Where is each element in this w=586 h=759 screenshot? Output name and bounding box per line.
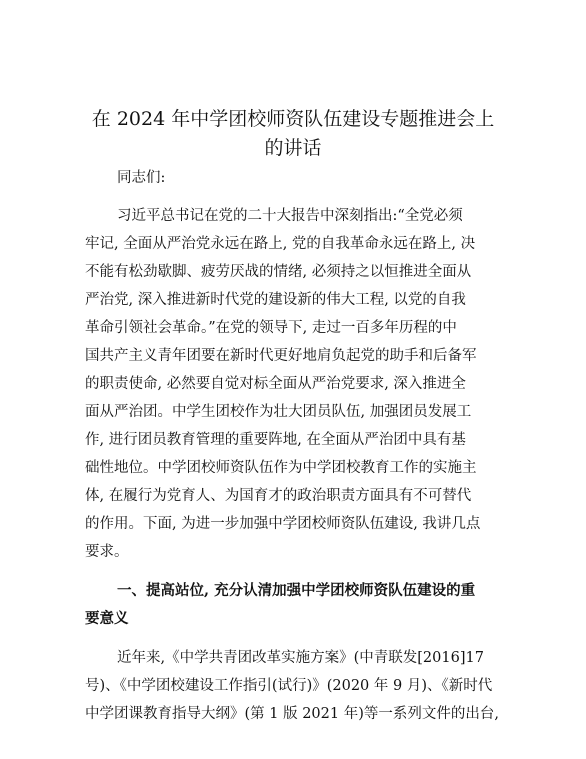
section-heading-line: 一、提高站位, 充分认清加强中学团校师资队伍建设的重 — [117, 582, 476, 599]
salutation: 同志们: — [117, 170, 166, 186]
section-heading-line: 要意义 — [85, 610, 129, 627]
paragraph-line: 体, 在履行为党育人、为国育才的政治职责方面具有不可替代 — [85, 488, 472, 504]
paragraph-line: 要求。 — [85, 544, 129, 560]
paragraph-line: 不能有松劲歇脚、疲劳厌战的情绪, 必须持之以恒推进全面从 — [85, 264, 472, 280]
paragraph-line: 近年来,《中学共青团改革实施方案》(中青联发[2016]17 — [117, 650, 484, 666]
paragraph-line: 中学团课教育指导大纲》(第 1 版 2021 年)等一系列文件的出台, — [85, 706, 499, 722]
paragraph-line: 牢记, 全面从严治党永远在路上, 党的自我革命永远在路上, 决 — [85, 236, 476, 252]
paragraph-line: 础性地位。中学团校师资队伍作为中学团校教育工作的实施主 — [85, 460, 477, 476]
paragraph-line: 号)、《中学团校建设工作指引(试行)》(2020 年 9 月)、《新时代 — [85, 678, 493, 694]
paragraph-line: 国共产主义青年团要在新时代更好地肩负起党的助手和后备军 — [85, 348, 477, 364]
document-title-line-2: 的讲话 — [264, 137, 322, 159]
paragraph-line: 的作用。下面, 为进一步加强中学团校师资队伍建设, 我讲几点 — [85, 516, 481, 532]
document-title-line-1: 在 2024 年中学团校师资队伍建设专题推进会上 — [91, 108, 495, 130]
paragraph-line: 习近平总书记在党的二十大报告中深刻指出:“全党必须 — [117, 208, 463, 224]
paragraph-line: 严治党, 深入推进新时代党的建设新的伟大工程, 以党的自我 — [85, 292, 466, 308]
paragraph-line: 的职责使命, 必然要自觉对标全面从严治党要求, 深入推进全 — [85, 376, 466, 392]
paragraph-line: 作, 进行团员教育管理的重要阵地, 在全面从严治团中具有基 — [85, 432, 466, 448]
paragraph-line: 面从严治团。中学生团校作为壮大团员队伍, 加强团员发展工 — [85, 404, 472, 420]
paragraph-line: 革命引领社会革命。”在党的领导下, 走过一百多年历程的中 — [85, 320, 457, 336]
